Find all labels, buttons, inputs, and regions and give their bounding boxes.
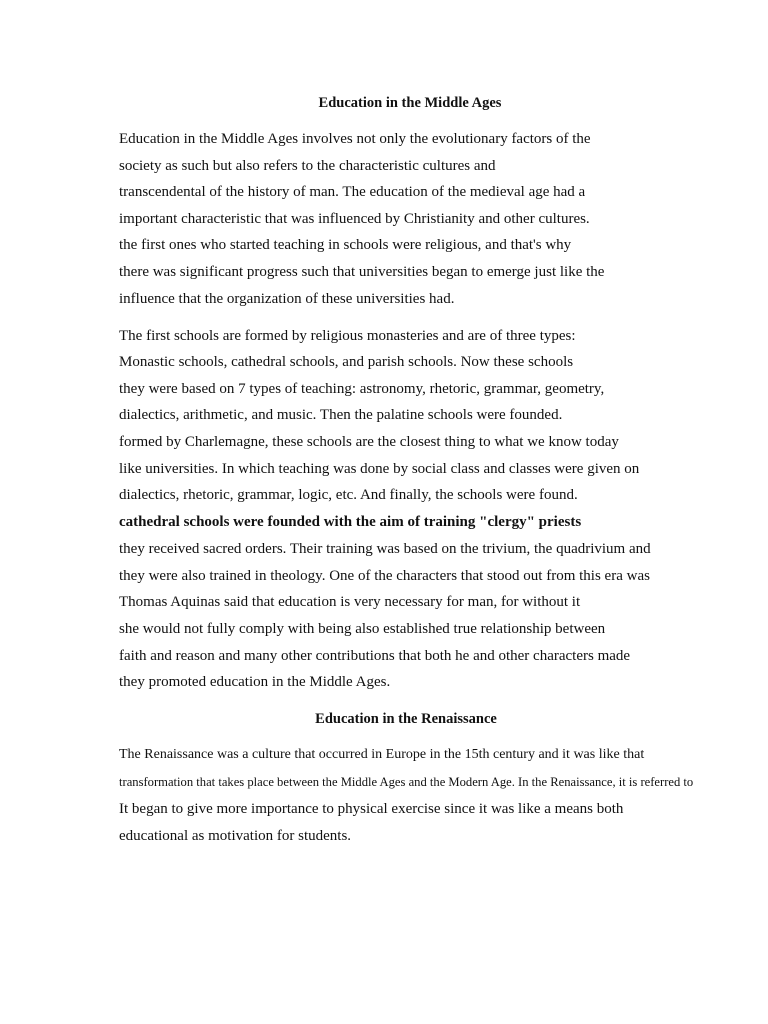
text-line: faith and reason and many other contributions that both he and other characters made bbox=[119, 648, 631, 664]
text-line: important characteristic that was influenced by Christianity and other cultures. bbox=[119, 211, 590, 227]
text-line-bold: cathedral schools were founded with the aim of training "clergy" priests bbox=[119, 514, 582, 530]
text-line: transcendental of the history of man. The education of the medieval age had a bbox=[119, 184, 586, 200]
text-line: Monastic schools, cathedral schools, and parish schools. Now these schools bbox=[119, 354, 574, 370]
heading-middle-ages: Education in the Middle Ages bbox=[318, 95, 502, 111]
text-line: she would not fully comply with being also established true relationship between bbox=[119, 621, 606, 637]
text-line-small: transformation that takes place between the Middle Ages and the Modern Age. In the Renaissance, it is referred to bbox=[119, 775, 694, 789]
heading-renaissance: Education in the Renaissance bbox=[315, 711, 497, 727]
text-line: Education in the Middle Ages involves not only the evolutionary factors of the bbox=[119, 131, 591, 147]
text-line: there was significant progress such that universities began to emerge just like the bbox=[119, 264, 605, 280]
text-line: It began to give more importance to physical exercise since it was like a means both bbox=[119, 801, 624, 817]
text-line: dialectics, rhetoric, grammar, logic, etc. And finally, the schools were found. bbox=[119, 487, 578, 503]
text-line: society as such but also refers to the characteristic cultures and bbox=[119, 158, 496, 174]
text-line: The Renaissance was a culture that occurred in Europe in the 15th century and it was like that bbox=[119, 747, 645, 762]
text-line: dialectics, arithmetic, and music. Then the palatine schools were founded. bbox=[119, 407, 563, 423]
text-line: formed by Charlemagne, these schools are the closest thing to what we know today bbox=[119, 434, 619, 450]
text-line: like universities. In which teaching was done by social class and classes were given on bbox=[119, 461, 640, 477]
text-line: they received sacred orders. Their training was based on the trivium, the quadrivium and bbox=[119, 541, 651, 557]
text-line: they promoted education in the Middle Ages. bbox=[119, 674, 391, 690]
text-line: they were based on 7 types of teaching: astronomy, rhetoric, grammar, geometry, bbox=[119, 381, 605, 397]
text-line: Thomas Aquinas said that education is very necessary for man, for without it bbox=[119, 594, 581, 610]
text-line: they were also trained in theology. One of the characters that stood out from this era was bbox=[119, 568, 650, 584]
text-line: the first ones who started teaching in schools were religious, and that's why bbox=[119, 237, 572, 253]
text-line: influence that the organization of these universities had. bbox=[119, 291, 455, 307]
text-line: The first schools are formed by religious monasteries and are of three types: bbox=[119, 328, 576, 344]
text-line: educational as motivation for students. bbox=[119, 828, 352, 844]
